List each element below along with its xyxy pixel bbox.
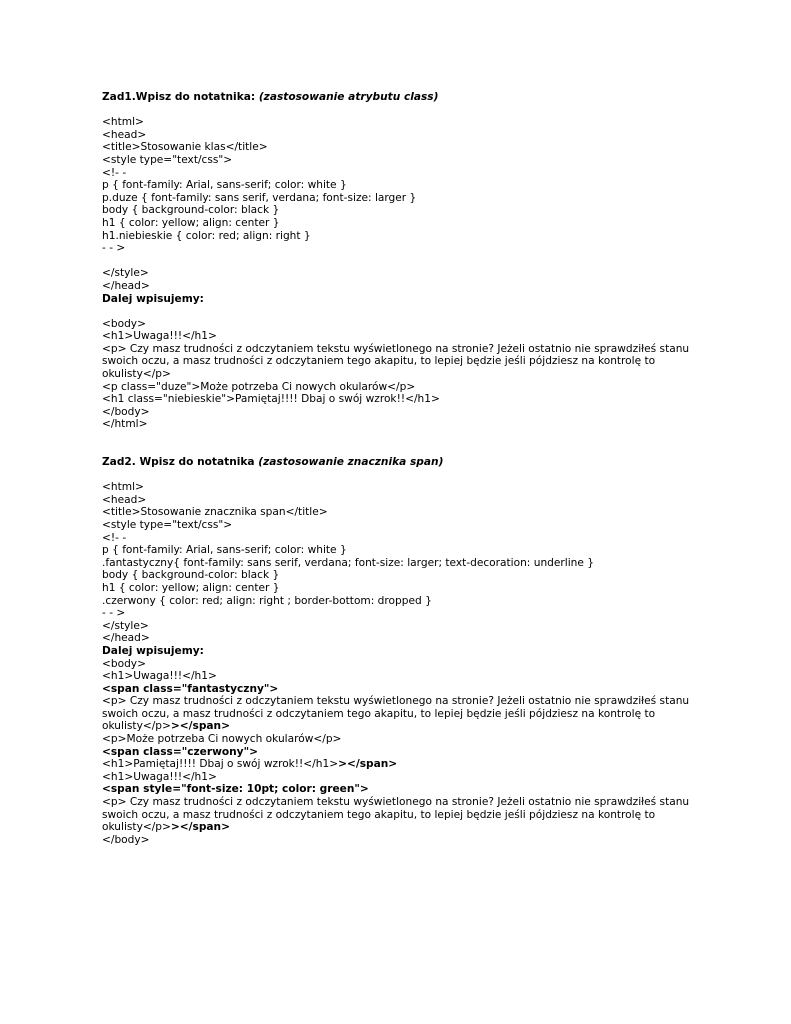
code-line: </html> xyxy=(102,418,148,431)
exercise-1-subtitle: (zastosowanie atrybutu class) xyxy=(258,91,439,103)
code-text: </body> xyxy=(102,833,150,846)
code-line: <span class="czerwony"> xyxy=(102,745,258,758)
code-line: h1.niebieskie { color: red; align: right } xyxy=(102,229,311,242)
code-line: </head> xyxy=(102,632,150,645)
code-line: p.duze { font-family: sans serif, verdana; font-size: larger } xyxy=(102,191,417,204)
code-line: <title>Stosowanie klas</title> xyxy=(102,141,268,154)
exercise-1-heading xyxy=(102,91,702,104)
code-line: <style type="text/css"> xyxy=(102,153,233,166)
code-line: <p class="duze">Może potrzeba Ci nowych okularów</p> xyxy=(102,380,416,393)
code-line: </head> xyxy=(102,279,150,292)
spacer xyxy=(102,469,702,482)
code-line xyxy=(102,758,702,771)
code-line: <h1>Uwaga!!!</h1> xyxy=(102,330,217,343)
code-text: <body> xyxy=(102,657,146,670)
code-line: <span class="fantastyczny"> xyxy=(102,682,279,695)
exercise-2-heading xyxy=(102,456,702,469)
code-line: h1 { color: yellow; align: center } xyxy=(102,216,280,229)
exercise-1-title: Zad1.Wpisz do notatnika: xyxy=(102,91,259,103)
spacer xyxy=(102,104,702,117)
code-text: <p> Czy masz trudności z odczytaniem tekstu wyświetlonego na stronie? Jeżeli ostatnio nie sprawdziłeś stanu swoich oczu, a masz trudności z odczytaniem tego akapitu, to lepiej będzie jeśli pójdziesz na kontrolę to okulisty</p> xyxy=(102,796,693,834)
code-line: <!- - xyxy=(102,531,127,544)
exercise-2-title: Zad2. Wpisz do notatnika xyxy=(102,456,259,468)
exercise-2-subtitle: (zastosowanie znacznika span) xyxy=(258,456,444,468)
code-line: <style type="text/css"> xyxy=(102,518,233,531)
code-line: <h1 class="niebieskie">Pamiętaj!!!! Dbaj o swój wzrok!!</h1> xyxy=(102,393,440,406)
code-line xyxy=(102,670,702,683)
code-line xyxy=(102,771,702,784)
code-line: p { font-family: Arial, sans-serif; color: white } xyxy=(102,544,347,557)
code-line: <head> xyxy=(102,128,147,141)
code-line: </style> xyxy=(102,267,149,280)
code-line: - - > xyxy=(102,242,126,255)
code-line: p { font-family: Arial, sans-serif; color: white } xyxy=(102,179,347,192)
exercise-2 xyxy=(102,456,702,846)
exercise-1-next-label: Dalej wpisujemy: xyxy=(102,292,204,305)
code-line: <p> Czy masz trudności z odczytaniem tekstu wyświetlonego na stronie? Jeżeli ostatnio nie sprawdziłeś stanu swoich oczu, a masz trudności z odczytaniem tego akapitu, to lepiej będzie jeśli pójdziesz na kontrolę to okulisty</p> xyxy=(102,342,693,381)
exercise-1-code-body xyxy=(102,305,702,431)
exercise-2-code-body xyxy=(102,658,702,847)
code-line: .fantastyczny{ font-family: sans serif, verdana; font-size: larger; text-decoration: underline } xyxy=(102,556,594,569)
exercise-2-next-label: Dalej wpisujemy: xyxy=(102,644,204,657)
code-line: <title>Stosowanie znacznika span</title> xyxy=(102,506,328,519)
code-line: <html> xyxy=(102,481,144,494)
code-text: <p>Może potrzeba Ci nowych okularów</p> xyxy=(102,733,342,746)
code-line: <head> xyxy=(102,493,147,506)
code-line xyxy=(102,834,702,847)
code-text: <p> Czy masz trudności z odczytaniem tekstu wyświetlonego na stronie? Jeżeli ostatnio nie sprawdziłeś stanu swoich oczu, a masz trudności z odczytaniem tego akapitu, to lepiej będzie jeśli pójdziesz na kontrolę to okulisty</p> xyxy=(102,695,693,733)
code-line xyxy=(102,733,702,746)
code-line xyxy=(102,796,702,834)
exercise-2-code-head xyxy=(102,481,702,645)
code-line: <body> xyxy=(102,317,146,330)
code-line xyxy=(102,658,702,671)
code-line: <span style="font-size: 10pt; color: green"> xyxy=(102,783,369,796)
blank-line xyxy=(102,305,702,318)
code-line: body { background-color: black } xyxy=(102,569,280,582)
code-text: <h1>Pamiętaj!!!! Dbaj o swój wzrok!!</h1> xyxy=(102,758,339,771)
exercise-1 xyxy=(102,91,702,431)
code-line xyxy=(102,695,702,733)
code-line: h1 { color: yellow; align: center } xyxy=(102,581,280,594)
blank-line xyxy=(102,255,702,268)
code-text-bold: ></span> xyxy=(170,720,230,733)
code-line: body { background-color: black } xyxy=(102,204,280,217)
code-text-bold: ></span> xyxy=(338,758,398,771)
code-line: <html> xyxy=(102,116,144,129)
code-line: <!- - xyxy=(102,166,127,179)
code-text-bold: ></span> xyxy=(170,821,230,834)
code-text: <h1>Uwaga!!!</h1> xyxy=(102,670,217,683)
code-text: <h1>Uwaga!!!</h1> xyxy=(102,770,217,783)
code-line: </body> xyxy=(102,405,150,418)
exercise-1-code-head xyxy=(102,116,702,292)
code-line: - - > xyxy=(102,607,126,620)
code-line: .czerwony { color: red; align: right ; border-bottom: dropped } xyxy=(102,594,432,607)
code-line: </style> xyxy=(102,619,149,632)
